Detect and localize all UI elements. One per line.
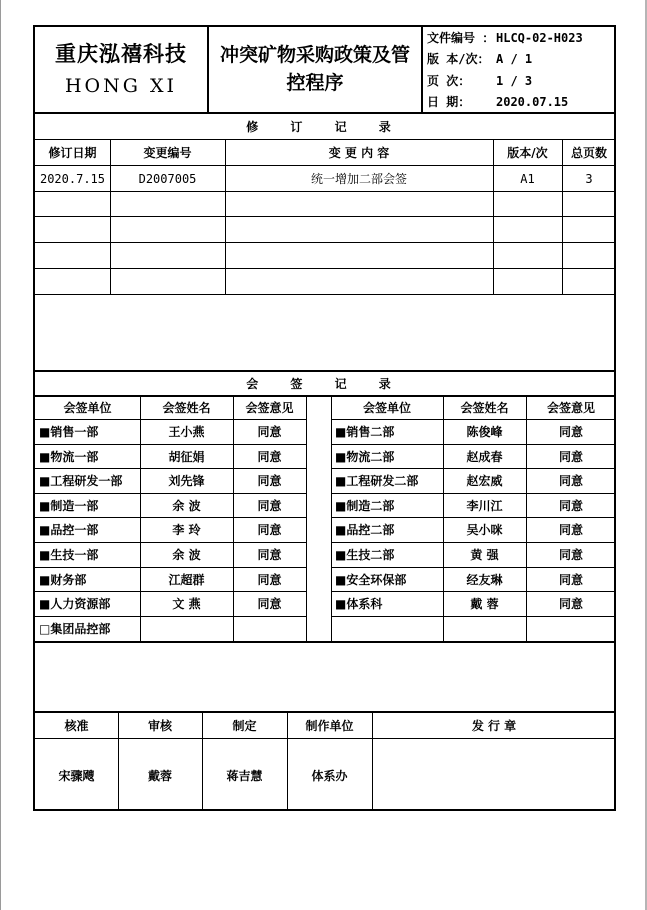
section-rule xyxy=(35,641,616,643)
revision-cell xyxy=(225,217,493,242)
approval-header: 核准 xyxy=(64,718,89,733)
revision-cell xyxy=(493,269,562,294)
signoff-name: 李 玲 xyxy=(172,523,201,537)
approval-header: 审核 xyxy=(147,718,172,733)
revision-column-header: 变 更 内 容 xyxy=(328,145,390,160)
signoff-unit: ■销售一部 xyxy=(39,425,99,439)
meta-value: A / 1 xyxy=(496,51,533,66)
signoff-name: 江超群 xyxy=(168,572,205,587)
approval-signature: 戴蓉 xyxy=(147,768,172,783)
revision-cell xyxy=(110,192,225,216)
signoff-unit: ■人力资源部 xyxy=(39,597,111,611)
signoff-column-header: 会签意见 xyxy=(245,400,294,415)
signoff-unit xyxy=(331,616,447,641)
approval-signature: 体系办 xyxy=(311,768,348,783)
revision-cell: D2007005 xyxy=(138,171,197,186)
signoff-name: 余 波 xyxy=(172,498,201,513)
signoff-opinion: 同意 xyxy=(558,597,583,611)
signoff-opinion xyxy=(233,616,306,641)
signoff-unit: ■品控二部 xyxy=(335,523,395,537)
revision-column-header: 变更编号 xyxy=(143,145,192,160)
signoff-opinion: 同意 xyxy=(257,548,282,562)
revision-cell xyxy=(562,269,616,294)
revision-section-title: 修 订 记 录 xyxy=(246,120,405,134)
signoff-column-header: 会签单位 xyxy=(63,400,112,415)
signoff-unit: ■体系科 xyxy=(335,597,383,611)
meta-label: 版 本/次： xyxy=(427,52,490,66)
signoff-name: 王小燕 xyxy=(168,425,205,439)
approval-signature: 宋骤飕 xyxy=(58,768,95,783)
meta-label: 日 期： xyxy=(427,95,471,109)
document-form xyxy=(33,25,616,811)
revision-column-header: 版本/次 xyxy=(507,145,548,160)
revision-cell xyxy=(562,192,616,216)
approval-signature: 蒋吉慧 xyxy=(226,768,263,783)
revision-cell xyxy=(493,243,562,268)
revision-cell: A1 xyxy=(520,171,535,186)
col-rule xyxy=(306,395,307,641)
revision-cell xyxy=(110,243,225,268)
revision-cell xyxy=(562,243,616,268)
signoff-opinion: 同意 xyxy=(257,597,282,611)
revision-cell xyxy=(110,269,225,294)
signoff-name: 吴小咪 xyxy=(466,523,503,537)
revision-cell xyxy=(35,192,110,216)
signoff-opinion: 同意 xyxy=(558,498,583,513)
signoff-name: 赵成春 xyxy=(466,449,503,464)
meta-value: 2020.07.15 xyxy=(496,94,569,109)
revision-cell xyxy=(493,217,562,242)
revision-cell xyxy=(562,217,616,242)
meta-label: 页 次： xyxy=(427,74,471,88)
signoff-name: 刘先锋 xyxy=(168,474,205,488)
revision-cell xyxy=(225,269,493,294)
signoff-column-header: 会签姓名 xyxy=(162,400,211,415)
signoff-unit: ■财务部 xyxy=(39,572,87,587)
signoff-column-header: 会签意见 xyxy=(546,400,595,415)
signoff-opinion: 同意 xyxy=(257,449,282,464)
signoff-section-title: 会 签 记 录 xyxy=(246,376,405,391)
meta-value: HLCQ-02-H023 xyxy=(496,30,583,45)
signoff-opinion: 同意 xyxy=(558,474,583,488)
page-edge-left xyxy=(0,0,1,910)
document-title: 冲突矿物采购政策及管控程序 xyxy=(219,44,410,94)
revision-cell: 3 xyxy=(585,171,593,186)
revision-column-header: 修订日期 xyxy=(48,145,97,160)
company-english-name: HONG XI xyxy=(64,75,178,97)
signoff-name: 赵宏威 xyxy=(466,474,503,488)
signoff-name xyxy=(443,616,526,641)
signoff-column-header: 会签姓名 xyxy=(460,400,509,415)
signoff-unit: ■制造二部 xyxy=(335,498,395,513)
signoff-name: 李川江 xyxy=(466,498,503,513)
header-divider xyxy=(207,27,209,113)
signoff-unit: ■工程研发一部 xyxy=(39,474,123,488)
signoff-opinion: 同意 xyxy=(257,523,282,537)
signoff-opinion: 同意 xyxy=(257,572,282,587)
signoff-unit: ■制造一部 xyxy=(39,498,99,513)
meta-label: 文件编号 ： xyxy=(427,31,495,45)
signoff-unit: ■工程研发二部 xyxy=(335,474,419,488)
signoff-opinion: 同意 xyxy=(257,498,282,513)
issue-stamp-area xyxy=(372,739,616,811)
company-name: 重庆泓禧科技 xyxy=(55,41,187,66)
revision-column-header: 总页数 xyxy=(570,145,607,160)
revision-cell xyxy=(225,192,493,216)
revision-cell: 2020.7.15 xyxy=(39,171,106,186)
signoff-unit: ■生技二部 xyxy=(335,548,395,562)
signoff-name xyxy=(140,616,233,641)
revision-cell xyxy=(35,243,110,268)
signoff-name: 戴 蓉 xyxy=(470,597,499,611)
revision-cell xyxy=(35,217,110,242)
signoff-opinion xyxy=(526,616,616,641)
approval-header: 制定 xyxy=(232,718,257,733)
signoff-unit: □集团品控部 xyxy=(39,622,111,636)
row-rule xyxy=(35,294,616,295)
revision-cell xyxy=(493,192,562,216)
signoff-name: 余 波 xyxy=(172,548,201,562)
revision-cell xyxy=(35,269,110,294)
signoff-opinion: 同意 xyxy=(558,523,583,537)
signoff-name: 胡征娟 xyxy=(168,449,205,464)
revision-cell xyxy=(110,217,225,242)
signoff-opinion: 同意 xyxy=(558,425,583,439)
revision-cell xyxy=(225,243,493,268)
signoff-opinion: 同意 xyxy=(558,449,583,464)
signoff-opinion: 同意 xyxy=(558,548,583,562)
approval-header: 制作单位 xyxy=(305,718,354,733)
signoff-opinion: 同意 xyxy=(257,474,282,488)
signoff-name: 经友琳 xyxy=(466,572,503,587)
revision-cell: 统一增加二部会签 xyxy=(310,172,407,186)
signoff-name: 黄 强 xyxy=(470,548,499,562)
signoff-name: 陈俊峰 xyxy=(466,425,503,439)
approval-header: 发 行 章 xyxy=(471,718,517,733)
signoff-name: 文 燕 xyxy=(172,597,201,611)
signoff-unit: ■销售二部 xyxy=(335,425,395,439)
signoff-opinion: 同意 xyxy=(558,572,583,587)
signoff-unit: ■生技一部 xyxy=(39,548,99,562)
signoff-unit: ■物流一部 xyxy=(39,449,99,464)
signoff-opinion: 同意 xyxy=(257,425,282,439)
signoff-column-header: 会签单位 xyxy=(362,400,411,415)
meta-value: 1 / 3 xyxy=(496,73,533,88)
signoff-unit: ■品控一部 xyxy=(39,523,99,537)
signoff-unit: ■物流二部 xyxy=(335,449,395,464)
signoff-unit: ■安全环保部 xyxy=(335,572,407,587)
